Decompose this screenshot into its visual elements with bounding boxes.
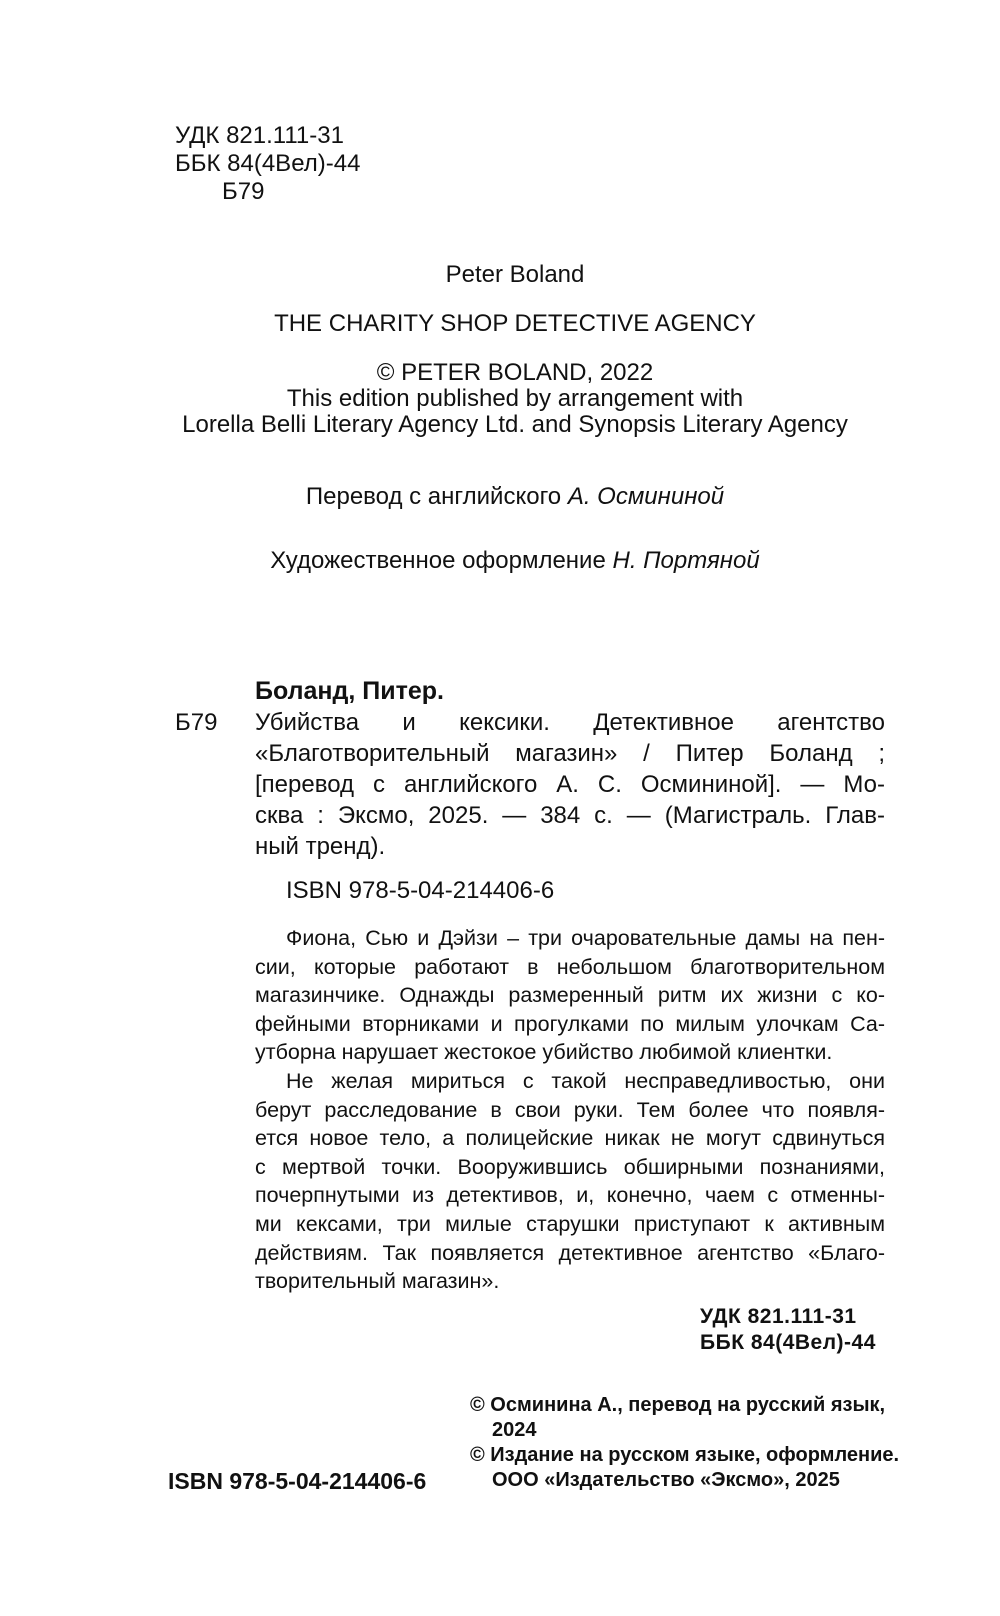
design-credit — [140, 546, 890, 576]
copyright-translation-year: 2024 — [492, 1419, 537, 1441]
annotation-line: ется новое тело, а полицейские никак не могут сдвинуться — [255, 1126, 885, 1151]
annotation-paragraph-1 — [255, 924, 885, 1067]
translation-credit — [140, 482, 890, 512]
annotation-line: почерпнутыми из детективов, и, конечно, чаем с отменны- — [255, 1183, 885, 1208]
translation-label: Перевод с английского — [305, 483, 562, 510]
bibliography-line: «Благотворительный магазин» / Питер Боланд ; — [255, 740, 885, 767]
annotation-line: ми кексами, три милые старушки приступают к активным — [255, 1211, 885, 1236]
bbk-code-bottom: ББК 84(4Вел)-44 — [700, 1331, 876, 1354]
footer-isbn: ISBN 978-5-04-214406-6 — [168, 1468, 427, 1494]
original-author: Peter Boland — [445, 261, 585, 288]
bibliography-heading: Боланд, Питер. — [255, 677, 444, 705]
translator-name: А. Осмининой — [567, 483, 725, 510]
annotation-line: с мертвой точки. Вооружившись обширными познаниями, — [255, 1154, 885, 1179]
design-label: Художественное оформление — [270, 547, 606, 574]
annotation-line: магазинчике. Однажды размеренный ритм их жизни с ко- — [255, 983, 885, 1008]
author-mark-top: Б79 — [222, 178, 265, 205]
bibliography-description — [255, 707, 885, 862]
bibliography-mark: Б79 — [175, 709, 218, 736]
copyright-publisher: ООО «Издательство «Эксмо», 2025 — [492, 1469, 840, 1491]
annotation-line: фейными вторниками и прогулками по милым улочкам Са- — [255, 1011, 885, 1036]
annotation-line: Фиона, Сью и Дэйзи – три очаровательные дамы на пен- — [286, 926, 885, 950]
arrangement-line-1: This edition published by arrangement with — [286, 385, 744, 412]
bibliography-line: ный тренд). — [255, 833, 386, 860]
annotation-paragraph-2 — [255, 1067, 885, 1296]
copyright-edition: © Издание на русском языке, оформление. — [470, 1444, 900, 1466]
bibliography-line: [перевод с английского А. С. Осмининой]. — Мо- — [255, 771, 885, 798]
annotation-line: Не желая мириться с такой несправедливостью, они — [286, 1069, 885, 1093]
bibliography-line: Убийства и кексики. Детективное агентство — [255, 709, 885, 736]
copyright-translation: © Осминина А., перевод на русский язык, — [470, 1394, 886, 1416]
original-copyright: © PETER BOLAND, 2022 — [376, 359, 654, 386]
udk-code-bottom: УДК 821.111-31 — [700, 1305, 857, 1328]
arrangement-line-2: Lorella Belli Literary Agency Ltd. and Synopsis Literary Agency — [182, 411, 848, 438]
bibliography-isbn: ISBN 978-5-04-214406-6 — [286, 877, 555, 904]
original-title: THE CHARITY SHOP DETECTIVE AGENCY — [274, 310, 756, 337]
bbk-code-top: ББК 84(4Вел)-44 — [175, 150, 361, 177]
udk-code-top: УДК 821.111-31 — [175, 122, 344, 149]
annotation-line: действиям. Так появляется детективное агентство «Благо- — [255, 1240, 885, 1265]
annotation-line: сии, которые работают в небольшом благотворительном — [255, 954, 885, 979]
annotation-line: берут расследование в свои руки. Тем более что появля- — [255, 1097, 885, 1122]
annotation-line: утборна нарушает жестокое убийство любимой клиентки. — [255, 1040, 833, 1065]
annotation-line: творительный магазин». — [255, 1269, 500, 1294]
designer-name: Н. Портяной — [612, 547, 760, 574]
bibliography-line: сква : Эксмо, 2025. — 384 с. — (Магистраль. Глав- — [255, 802, 885, 829]
